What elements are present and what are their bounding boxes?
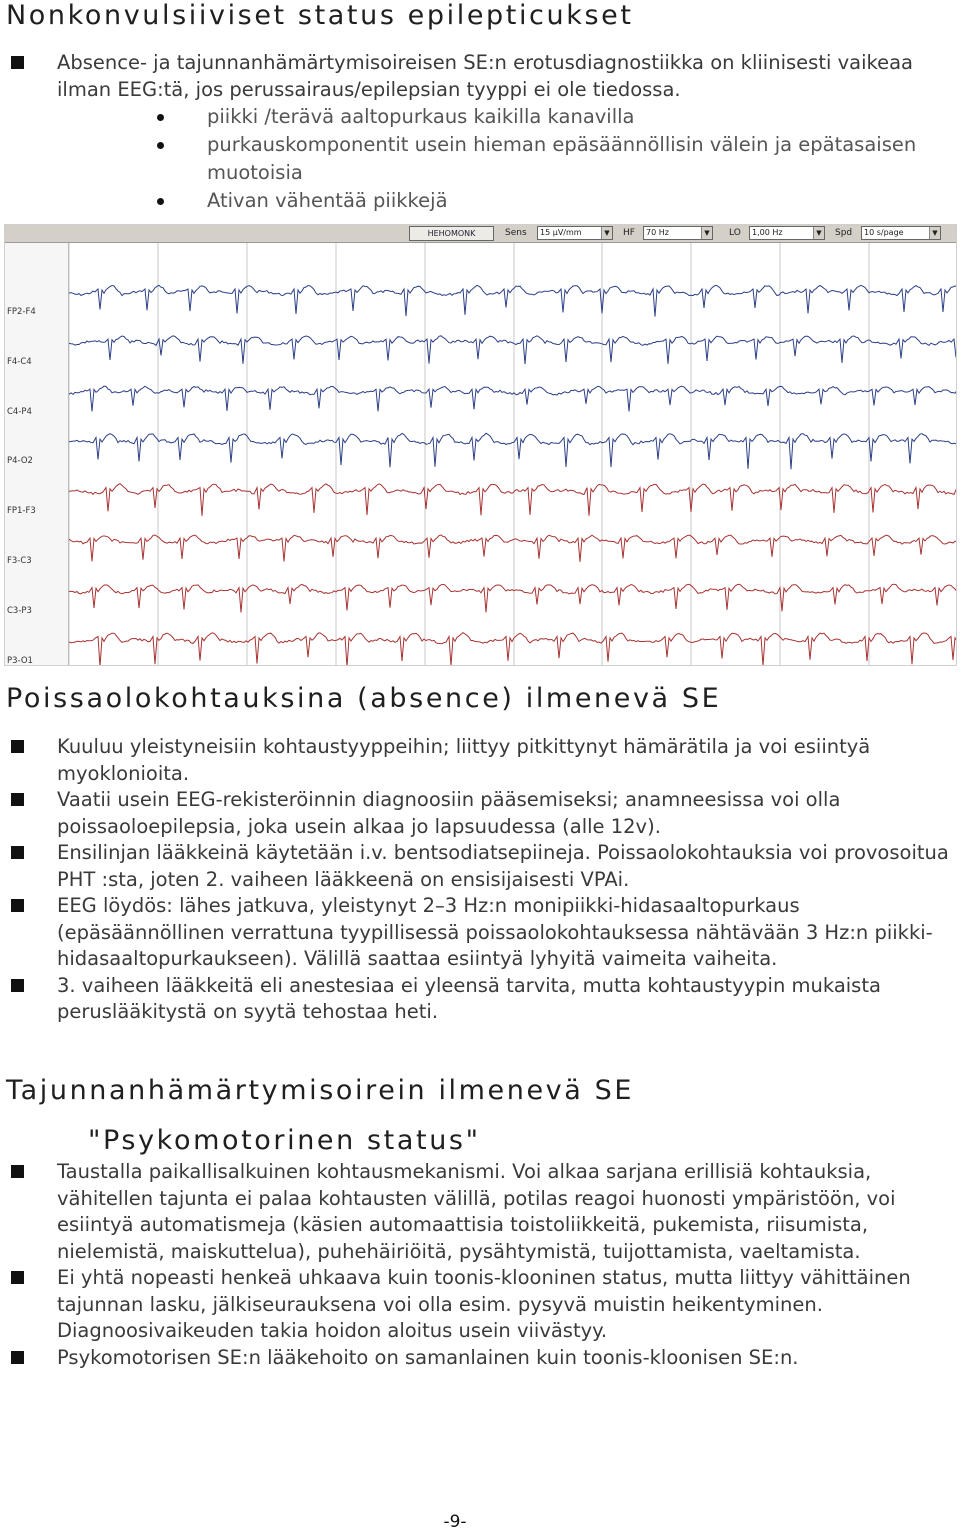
sens-value: 15 µV/mm	[540, 228, 582, 237]
intro-section	[0, 50, 960, 103]
eeg-recording-figure	[4, 224, 957, 666]
list-item-text: piikki /terävä aaltopurkaus kaikilla kanavilla	[207, 105, 635, 128]
psychomotor-list	[0, 1159, 960, 1371]
list-item-text: purkauskomponentit usein hieman epäsäännöllisin välein ja epätasaisen muotoisia	[207, 133, 917, 184]
list-item	[0, 1265, 960, 1345]
list-item	[0, 131, 960, 187]
sens-select[interactable]	[537, 226, 613, 240]
intro-text: Absence- ja tajunnanhämärtymisoireisen SE:n erotusdiagnostiikka on kliinisesti vaikeaa ilman EEG:tä, jos perussairaus/epilepsian tyyppi ei ole tiedossa.	[57, 51, 913, 101]
section-subheading: "Psykomotorinen status"	[88, 1125, 481, 1156]
list-item	[0, 893, 960, 973]
page-number: -9-	[443, 1512, 467, 1532]
list-item-text: Psykomotorisen SE:n lääkehoito on samanlainen kuin toonis-kloonisen SE:n.	[57, 1345, 799, 1369]
chevron-down-icon: ▼	[701, 227, 712, 239]
list-item-text: Vaatii usein EEG-rekisteröinnin diagnoosiin pääsemiseksi; anamneesissa voi olla poissaoloepilepsia, joka usein alkaa jo lapsuudessa (alle 12v).	[57, 788, 841, 838]
spd-value: 10 s/page	[864, 228, 904, 237]
eeg-channel-trace	[69, 633, 957, 666]
channel-label: C3-P3	[7, 606, 32, 616]
channel-label: FP1-F3	[7, 506, 36, 516]
list-item	[0, 734, 960, 787]
bullet-square-icon	[11, 56, 24, 69]
list-item-text: EEG löydös: lähes jatkuva, yleistynyt 2–3 Hz:n monipiikki-hidasaaltopurkaus (epäsäännöllinen verrattuna tyypillisessä poissaolokohtauksessa nähtävään 3 Hz:n piikki-hidasaaltopurkaukseen). Välillä saattaa esiintyä lyhyitä vaimeita vaiheita.	[57, 894, 933, 970]
hf-label: HF	[623, 228, 635, 238]
lo-label: LO	[729, 228, 741, 238]
eeg-channel-trace	[69, 285, 957, 316]
channel-label: C4-P4	[7, 407, 32, 417]
chevron-down-icon: ▼	[601, 227, 612, 239]
bullet-dot-icon	[157, 142, 164, 149]
channel-label: F3-C3	[7, 556, 32, 566]
channel-label-column	[5, 243, 69, 666]
bullet-dot-icon	[157, 114, 164, 121]
eeg-channel-trace	[69, 535, 957, 562]
absence-list	[0, 734, 960, 1026]
spd-label: Spd	[835, 228, 853, 238]
list-item	[0, 187, 960, 215]
channel-label: P3-O1	[7, 656, 33, 666]
section-heading-psychomotor: Tajunnanhämärtymisoirein ilmenevä SE	[6, 1075, 634, 1106]
montage-button[interactable]: HEHOMONK	[409, 226, 494, 241]
eeg-channel-trace	[69, 433, 957, 469]
channel-label: FP2-F4	[7, 307, 36, 317]
sens-label: Sens	[505, 228, 527, 238]
list-item	[0, 840, 960, 893]
bullet-square-icon	[11, 793, 24, 806]
page-heading: Nonkonvulsiiviset status epilepticukset	[6, 0, 634, 31]
chevron-down-icon: ▼	[929, 227, 940, 239]
intro-paragraph	[0, 50, 960, 103]
bullet-square-icon	[11, 1165, 24, 1178]
eeg-channel-trace	[69, 386, 957, 411]
eeg-traces	[69, 243, 957, 666]
lo-value: 1,00 Hz	[752, 228, 783, 237]
list-item-text: Ativan vähentää piikkejä	[207, 189, 448, 212]
list-item-text: Ensilinjan lääkkeinä käytetään i.v. bentsodiatsepiineja. Poissaolokohtauksia voi provosoitua PHT :sta, joten 2. vaiheen lääkkeenä on ensisijaisesti VPAi.	[57, 841, 949, 891]
hf-value: 70 Hz	[646, 228, 669, 237]
list-item	[0, 1159, 960, 1265]
list-item	[0, 973, 960, 1026]
list-item-text: Kuuluu yleistyneisiin kohtaustyyppeihin; liittyy pitkittynyt hämärätila ja voi esiintyä myoklonioita.	[57, 735, 871, 785]
bullet-square-icon	[11, 846, 24, 859]
hf-select[interactable]	[643, 226, 713, 240]
bullet-square-icon	[11, 740, 24, 753]
channel-label: P4-O2	[7, 456, 33, 466]
list-item-text: Taustalla paikallisalkuinen kohtausmekanismi. Voi alkaa sarjana erillisiä kohtauksia, vähitellen tajunta ei palaa kohtausten välillä, potilas reagoi huonosti ympäristöön, voi esiintyä automatismeja (käsien automaattisia toistoliikkeitä, pukemista, riisumista, nielemistä, maiskuttelua), puhehäiriöitä, pysähtymistä, tuijottamista, vaeltamista.	[57, 1160, 896, 1263]
bullet-square-icon	[11, 899, 24, 912]
channel-label: F4-C4	[7, 357, 32, 367]
eeg-channel-trace	[69, 584, 957, 612]
lo-select[interactable]	[749, 226, 825, 240]
eeg-channel-trace	[69, 484, 957, 517]
section-heading-absence: Poissaolokohtauksina (absence) ilmenevä SE	[6, 683, 722, 714]
bullet-square-icon	[11, 1351, 24, 1364]
eeg-toolbar	[5, 225, 957, 243]
spd-select[interactable]	[861, 226, 941, 240]
list-item-text: 3. vaiheen lääkkeitä eli anestesiaa ei yleensä tarvita, mutta kohtaustyypin mukaista peruslääkitystä on syytä tehostaa heti.	[57, 973, 881, 1023]
list-item-text: Ei yhtä nopeasti henkeä uhkaava kuin toonis-klooninen status, mutta liittyy vähittäinen tajunnan lasku, jälkiseurauksena voi olla esim. pysyvä muistin heikentyminen. Diagnoosivaikeuden takia hoidon aloitus usein viivästyy.	[57, 1266, 911, 1342]
list-item	[0, 1345, 960, 1372]
bullet-square-icon	[11, 979, 24, 992]
eeg-channel-trace	[69, 336, 957, 364]
bullet-square-icon	[11, 1271, 24, 1284]
intro-bullet-list	[0, 103, 960, 215]
chevron-down-icon: ▼	[813, 227, 824, 239]
bullet-dot-icon	[157, 198, 164, 205]
list-item	[0, 103, 960, 131]
list-item	[0, 787, 960, 840]
